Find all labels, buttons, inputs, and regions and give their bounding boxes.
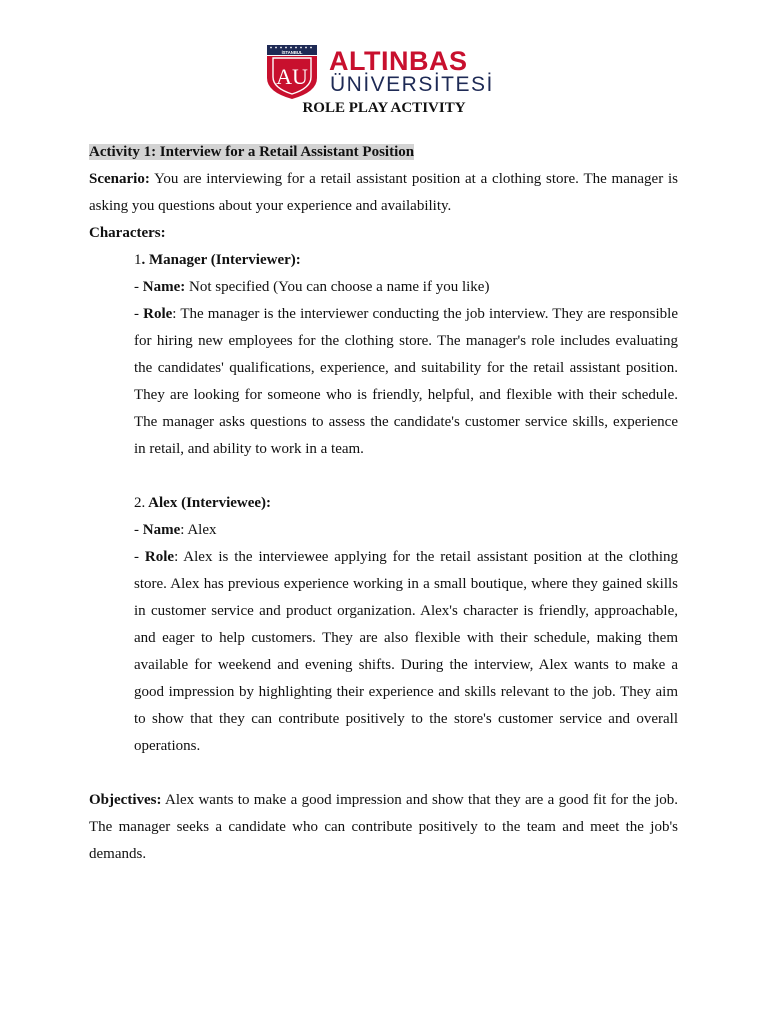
document-body — [89, 139, 678, 868]
objectives-text: Alex wants to make a good impression and show that they are a good fit for the job. The manager seeks a candidate who can contribute positively to the team and meet the job's demands. — [89, 792, 678, 862]
characters-heading: Characters: — [89, 225, 166, 241]
shield-city-text: İSTANBUL — [281, 50, 303, 55]
shield-letters: AU — [276, 64, 308, 89]
character-alex — [89, 490, 678, 760]
character-manager — [89, 247, 678, 463]
spacer — [89, 760, 678, 787]
university-logo — [265, 44, 505, 100]
objectives-paragraph — [89, 787, 678, 868]
shield-logo-icon — [265, 44, 319, 100]
scenario-paragraph — [89, 166, 678, 220]
activity-title-text: Activity 1: Interview for a Retail Assistant Position — [89, 144, 415, 160]
scenario-text: You are interviewing for a retail assistant position at a clothing store. The manager is asking you questions about your experience and availability. — [89, 171, 678, 214]
activity-title — [89, 139, 678, 166]
character-name-line: - Name: Alex — [134, 522, 217, 538]
character-heading: 2. Alex (Interviewee): — [134, 495, 272, 511]
character-role-line: - Role: Alex is the interviewee applying for the retail assistant position at the clothing store. Alex has previous experience working in a small boutique, where they gained skills in customer service and product organization. Alex's character is friendly, approachable, and eager to help customers. They are also flexible with their schedule, making them available for weekend and evening shifts. During the interview, Alex wants to make a good impression by highlighting their experience and skills relevant to the job. They aim to show that they can contribute positively to the store's customer service and overall operations. — [134, 549, 679, 754]
brand-subtitle: ÜNİVERSİTESİ — [330, 73, 494, 96]
character-name-line: - Name: Not specified (You can choose a name if you like) — [134, 279, 490, 295]
spacer — [89, 463, 678, 490]
brand-name: ALTINBAS — [329, 46, 468, 76]
objectives-label: Objectives: — [89, 792, 162, 808]
scenario-label: Scenario: — [89, 171, 150, 187]
page-title: ROLE PLAY ACTIVITY — [302, 100, 466, 116]
character-role-line: - Role: The manager is the interviewer conducting the job interview. They are responsible for hiring new employees for the clothing store. The manager's role includes evaluating the candidates' qualifications, experience, and suitability for the retail assistant position. They are looking for someone who is friendly, helpful, and flexible with their schedule. The manager asks questions to assess the candidate's customer service skills, experience in retail, and ability to work in a team. — [134, 306, 678, 457]
character-heading: 1. Manager (Interviewer): — [134, 252, 301, 268]
